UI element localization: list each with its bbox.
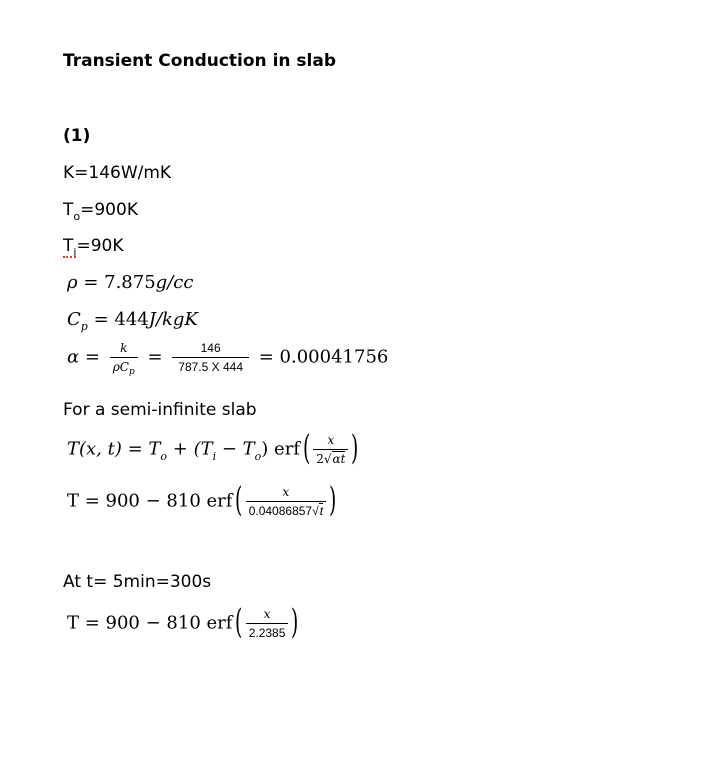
alpha-result: = 0.00041756: [258, 346, 389, 368]
numeric-numerator: 146: [200, 341, 221, 355]
alpha-lhs: α =: [67, 346, 100, 368]
eq2-numerator: x: [282, 485, 290, 499]
eq1-den-coeff: 2: [316, 452, 324, 466]
to-subscript: o: [73, 210, 81, 223]
cp-value: = 444: [93, 309, 149, 330]
conductivity-text: K=146W/mK: [63, 163, 172, 183]
eq1-mid-sub: i: [212, 449, 217, 463]
rhoc-subscript: p: [128, 367, 135, 377]
eq1-numerator: x: [327, 433, 335, 447]
diffusivity-equation: [67, 341, 389, 377]
eq1-minus: − T: [216, 438, 255, 460]
fraction-denominator: [110, 357, 138, 377]
document-title: Transient Conduction in slab: [63, 51, 337, 71]
ti-value: =90K: [76, 236, 124, 256]
temperature-numeric-equation: [67, 479, 339, 520]
rho-value: = 7.875: [83, 272, 156, 293]
eq1-den-radicand: αt: [332, 452, 346, 466]
semi-infinite-label: For a semi-infinite slab: [63, 400, 257, 420]
rho-symbol: ρ: [67, 272, 78, 293]
numeric-fraction: [172, 341, 249, 374]
open-paren: (: [302, 427, 311, 468]
eq1-denominator: 2√αt: [313, 449, 348, 466]
eq3-fraction: [246, 607, 289, 640]
eq3-numerator: x: [263, 607, 271, 621]
eq2-denominator: 0.04086857√t: [246, 501, 326, 518]
alpha-equals: =: [147, 346, 163, 368]
eq3-text: T = 900 − 810 erf: [67, 612, 233, 634]
specific-heat-equation: [67, 309, 198, 333]
numeric-denominator: 787.5 X 444: [172, 357, 249, 374]
cp-subscript: p: [80, 320, 88, 333]
rhoc-text: ρC: [112, 360, 129, 374]
close-paren: ): [329, 479, 337, 520]
time-condition: At t= 5min=300s: [63, 572, 212, 592]
ti-symbol: T: [63, 236, 74, 256]
to-value: =900K: [80, 200, 138, 220]
eq2-den-coeff: 0.04086857: [248, 504, 313, 518]
to-symbol: T: [63, 200, 74, 220]
rho-unit: g/cc: [155, 272, 194, 293]
eq1-lhs: T(x, t) = T: [67, 438, 161, 460]
section-number: (1): [63, 126, 91, 146]
eq3-denominator: 2.2385: [246, 623, 289, 640]
temperature-at-time-equation: [67, 601, 302, 642]
close-paren: ): [291, 601, 299, 642]
open-paren: (: [235, 479, 243, 520]
eq1-mid: + (T: [167, 438, 213, 460]
given-conductivity: [63, 163, 171, 183]
fraction-numerator: k: [120, 341, 128, 355]
eq1-lhs-sub: o: [160, 449, 168, 463]
ti-symbol-group: [63, 236, 76, 258]
given-initial-temp: [63, 200, 138, 223]
eq1-fraction: [313, 433, 348, 466]
eq1-minus-sub: o: [254, 449, 262, 463]
k-over-rhocp-fraction: [110, 341, 138, 377]
cp-symbol: C: [67, 309, 81, 330]
cp-unit: J/kgK: [148, 309, 198, 330]
eq2-fraction: [246, 485, 326, 518]
ti-subscript: i: [73, 246, 77, 259]
eq2-text: T = 900 − 810 erf: [67, 490, 233, 512]
temperature-general-equation: [67, 427, 362, 468]
density-equation: [67, 272, 193, 293]
eq1-close: ) erf: [261, 438, 300, 460]
open-paren: (: [235, 601, 243, 642]
close-paren: ): [351, 427, 359, 468]
eq2-den-radicand: t: [319, 504, 324, 518]
given-surface-temp: [63, 236, 124, 259]
